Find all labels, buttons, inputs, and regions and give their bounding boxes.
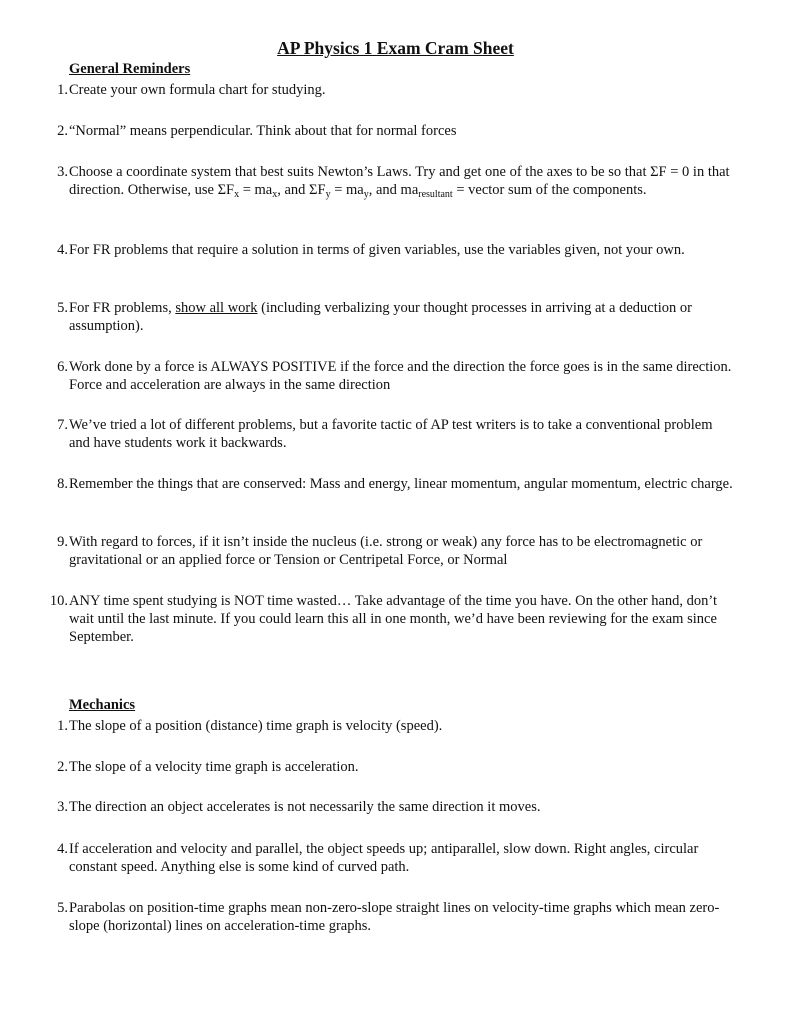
list-item	[44, 840, 734, 876]
item-number: 1.	[57, 718, 68, 734]
item-text: ANY time spent studying is NOT time wasted… Take advantage of the time you have. On the other hand, don’t wait until the last minute. If you could learn this all in one month, we’d have been reviewing for the exam since September.	[69, 593, 717, 645]
item-text: The direction an object accelerates is not necessarily the same direction it moves.	[69, 799, 541, 815]
item-text: Choose a coordinate system that best suits Newton’s Laws. Try and get one of the axes to be so that ΣF = 0 in that direction. Otherwise, use $\Sigma F_x = ma_x$, and $\Sigma F_y = ma_y$, and $ma_{resultant}$ = vector sum of the components.	[69, 164, 730, 200]
list-item	[44, 758, 734, 776]
list-item	[44, 475, 734, 493]
item-text: For FR problems, show all work (including verbalizing your thought processes in arriving at a deduction or assumption).	[69, 300, 692, 334]
item-text: “Normal” means perpendicular. Think about that for normal forces	[69, 123, 457, 139]
list-item	[44, 81, 734, 99]
list-item	[44, 163, 734, 199]
list-item	[44, 299, 734, 335]
item-number: 5.	[57, 900, 68, 916]
item-number: 4.	[57, 242, 68, 258]
list-item	[44, 358, 734, 394]
list-item	[44, 416, 734, 452]
item-number: 8.	[57, 476, 68, 492]
list-item	[44, 592, 734, 646]
item-text: For FR problems that require a solution in terms of given variables, use the variables given, not your own.	[69, 242, 685, 258]
item-text: Work done by a force is ALWAYS POSITIVE if the force and the direction the force goes is in the same direction. Force and acceleration are always in the same direction	[69, 359, 732, 393]
list-item	[44, 533, 734, 569]
item-text: Parabolas on position-time graphs mean non-zero-slope straight lines on velocity-time graphs which mean zero-slope (horizontal) lines on acceleration-time graphs.	[69, 900, 720, 934]
section-heading-general-reminders: General Reminders	[69, 61, 191, 77]
item-number: 10.	[49, 593, 68, 609]
item-number: 2.	[57, 123, 68, 139]
list-item	[44, 122, 734, 140]
item-number: 3.	[57, 164, 68, 180]
item-text: If acceleration and velocity and parallel, the object speeds up; antiparallel, slow down. Right angles, circular constant speed. Anything else is some kind of curved path.	[69, 841, 699, 875]
item-number: 5.	[57, 300, 68, 316]
list-item	[44, 241, 734, 259]
underlined-emphasis: show all work	[175, 300, 258, 316]
item-text: With regard to forces, if it isn’t inside the nucleus (i.e. strong or weak) any force has to be electromagnetic or gravitational or an applied force or Tension or Centripetal Force, or Normal	[69, 534, 703, 568]
item-number: 9.	[57, 534, 68, 550]
item-text: The slope of a position (distance) time graph is velocity (speed).	[69, 718, 443, 734]
item-number: 3.	[57, 799, 68, 815]
page-title: AP Physics 1 Exam Cram Sheet	[277, 38, 514, 58]
list-item	[44, 717, 734, 735]
section-heading-mechanics: Mechanics	[69, 697, 136, 713]
item-number: 2.	[57, 759, 68, 775]
item-number: 6.	[57, 359, 68, 375]
item-text: Remember the things that are conserved: Mass and energy, linear momentum, angular momentum, electric charge.	[69, 476, 733, 492]
item-text: We’ve tried a lot of different problems, but a favorite tactic of AP test writers is to take a conventional problem and have students work it backwards.	[69, 417, 713, 451]
item-number: 1.	[57, 82, 68, 98]
item-text: The slope of a velocity time graph is acceleration.	[69, 759, 359, 775]
item-number: 7.	[57, 417, 68, 433]
list-item	[44, 899, 734, 935]
item-text: Create your own formula chart for studying.	[69, 82, 326, 98]
list-item	[44, 798, 734, 816]
item-number: 4.	[57, 841, 68, 857]
